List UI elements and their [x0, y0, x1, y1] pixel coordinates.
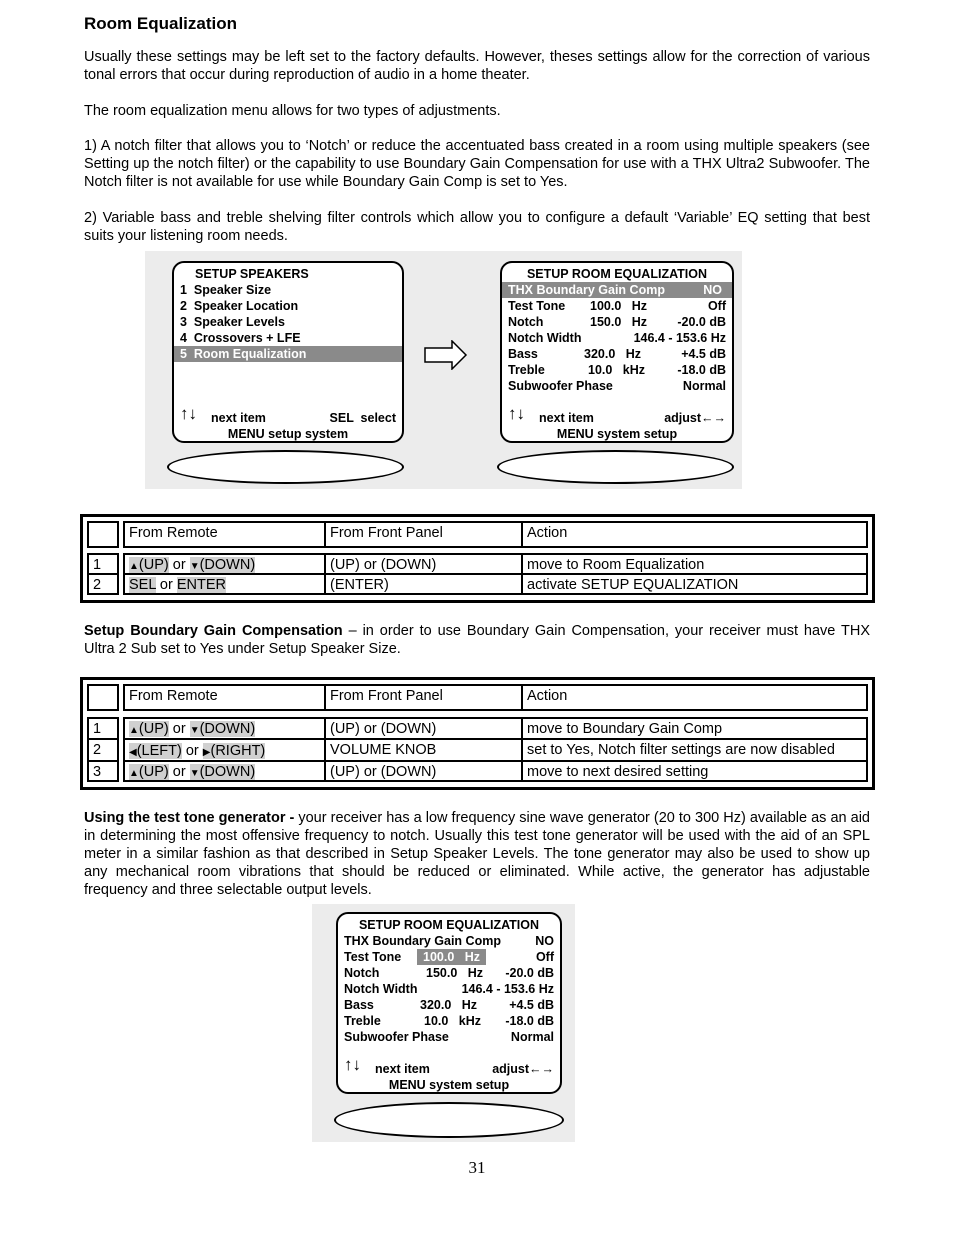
menu-item-value: 146.4 - 153.6 Hz	[633, 331, 726, 345]
menu-item[interactable]	[344, 949, 554, 965]
triangle-right-icon: ▶	[202, 747, 211, 758]
menu-item[interactable]	[344, 933, 554, 949]
adjust-hint: adjust	[664, 411, 701, 425]
triangle-left-icon: ◀	[129, 747, 137, 758]
row-number: 1	[87, 717, 119, 740]
screen-title: SETUP ROOM EQUALIZATION	[358, 918, 540, 932]
table-boundary-gain	[80, 677, 875, 790]
menu-hint: MENU system setup	[388, 1078, 510, 1092]
front-panel-keys: (ENTER)	[324, 573, 523, 595]
shelving-paragraph: 2) Variable bass and treble shelving filter controls which allow you to configure a default ‘Variable’ EQ setting that best suits your listening room needs.	[84, 210, 870, 244]
boundary-gain-paragraph: Setup Boundary Gain Compensation – in order to use Boundary Gain Compensation, your receiver must have THX Ultra 2 Sub set to Yes under Setup Speaker Size.	[84, 623, 871, 657]
screen-title: SETUP ROOM EQUALIZATION	[526, 267, 708, 281]
row-number: 1	[87, 553, 119, 575]
menu-item-mid: 320.0 Hz	[584, 347, 641, 361]
up-key: ▲(UP)	[129, 764, 169, 780]
display-window	[497, 450, 734, 484]
up-down-arrows-icon: ↑↓	[180, 404, 197, 423]
menu-item-label: Notch Width	[344, 982, 418, 996]
next-item-hint: next item	[375, 1062, 430, 1076]
triangle-up-icon: ▲	[129, 768, 139, 779]
up-key: ▲(UP)	[129, 721, 169, 737]
menu-item-selected[interactable]	[174, 346, 402, 362]
page-number: 31	[468, 1158, 486, 1177]
menu-item-label: Notch	[344, 966, 380, 980]
remote-keys: ▲(UP) or ▼(DOWN)	[123, 717, 326, 740]
intro-paragraph: Usually these settings may be left set to the factory defaults. However, theses settings allow for the correction of various tonal errors that occur during reproduction of audio in a home theater.	[84, 49, 870, 83]
front-panel-keys: VOLUME KNOB	[324, 738, 523, 762]
menu-item[interactable]	[344, 997, 554, 1013]
up-down-arrows-icon: ↑↓	[508, 404, 525, 423]
remote-keys: ▲(UP) or ▼(DOWN)	[123, 760, 326, 782]
menu-item-label: Subwoofer Phase	[344, 1030, 449, 1044]
menu-item-value: Normal	[510, 1030, 554, 1044]
menu-item[interactable]	[508, 346, 726, 362]
table-header: Action	[521, 684, 868, 711]
menu-item-value: -18.0 dB	[505, 1014, 554, 1028]
enter-key: ENTER	[176, 577, 226, 593]
adjust-hint: adjust	[492, 1062, 529, 1076]
test-tone-figure	[312, 904, 575, 1142]
menu-item-value: -18.0 dB	[677, 363, 726, 377]
menu-item[interactable]	[180, 282, 396, 298]
menu-item[interactable]	[508, 378, 726, 394]
menu-item-label: Bass	[344, 998, 374, 1012]
menu-item-value: Normal	[682, 379, 726, 393]
select-hint: SEL select	[329, 411, 396, 425]
menu-item-label: Treble	[344, 1014, 381, 1028]
up-down-arrows-icon: ↑↓	[344, 1055, 361, 1074]
arrow-right-icon	[424, 340, 468, 370]
row-number: 3	[87, 760, 119, 782]
page-title: Room Equalization	[84, 14, 237, 33]
menu-item-label: 5 Room Equalization	[180, 347, 307, 361]
notch-paragraph: 1) A notch filter that allows you to ‘Notch’ or reduce the accentuated bass created in a room using multiple speakers (see Setting up the notch filter) or the capability to use Boundary Gain Compensation for use with a THX Ultra2 Subwoofer. The Notch filter is not available for use while Boundary Gain Comp is set to Yes.	[84, 138, 870, 190]
menu-item[interactable]	[508, 298, 726, 314]
menu-item[interactable]	[180, 314, 396, 330]
menu-item-value: NO	[535, 934, 554, 948]
menu-item-value: -20.0 dB	[677, 315, 726, 329]
test-tone-value-selected[interactable]: 100.0 Hz	[417, 949, 486, 965]
display-window	[167, 450, 404, 484]
front-panel-keys: (UP) or (DOWN)	[324, 760, 523, 782]
menu-item[interactable]	[508, 362, 726, 378]
menu-item-label: Test Tone	[508, 299, 566, 313]
menu-item-mid: 10.0 kHz	[588, 363, 645, 377]
menu-item-mid: 100.0 Hz	[590, 299, 647, 313]
down-key: ▼(DOWN)	[189, 557, 256, 573]
menu-item-mid: 150.0 Hz	[590, 315, 647, 329]
menu-item-value: -20.0 dB	[505, 966, 554, 980]
setup-room-eq-screen	[336, 912, 562, 1094]
triangle-down-icon: ▼	[189, 768, 200, 779]
menu-item-label: THX Boundary Gain Comp	[508, 283, 665, 297]
menu-types-paragraph: The room equalization menu allows for two types of adjustments.	[84, 103, 501, 119]
menu-item-label: 4 Crossovers + LFE	[180, 331, 301, 345]
screen-title: SETUP SPEAKERS	[195, 267, 309, 281]
menu-item[interactable]	[344, 1013, 554, 1029]
down-key: ▼(DOWN)	[189, 721, 256, 737]
menu-item-label: Bass	[508, 347, 538, 361]
triangle-down-icon: ▼	[189, 561, 200, 572]
menu-item-value: +4.5 dB	[509, 998, 554, 1012]
next-item-hint: next item	[539, 411, 594, 425]
menu-item-value: Off	[707, 299, 726, 313]
table-header: From Front Panel	[324, 521, 523, 548]
next-item-hint: next item	[211, 411, 266, 425]
table-header: From Front Panel	[324, 684, 523, 711]
table-header: From Remote	[123, 684, 326, 711]
action: move to Boundary Gain Comp	[521, 717, 868, 740]
remote-keys: ◀(LEFT) or ▶(RIGHT)	[123, 738, 326, 762]
table-header: From Remote	[123, 521, 326, 548]
action: activate SETUP EQUALIZATION	[521, 573, 868, 595]
menu-item-label: Notch	[508, 315, 544, 329]
menu-item-label: Treble	[508, 363, 545, 377]
table-header: Action	[521, 521, 868, 548]
menu-item-value: 146.4 - 153.6 Hz	[461, 982, 554, 996]
menu-item[interactable]	[344, 965, 554, 981]
table-room-eq	[80, 514, 875, 603]
left-key: ◀(LEFT)	[129, 743, 182, 759]
up-key: ▲(UP)	[129, 557, 169, 573]
menu-item-label: 1 Speaker Size	[180, 283, 272, 297]
menu-item-value: Off	[535, 950, 554, 964]
menu-item-label: THX Boundary Gain Comp	[344, 934, 501, 948]
menu-item[interactable]	[180, 298, 396, 314]
action: move to Room Equalization	[521, 553, 868, 575]
menu-item[interactable]	[508, 314, 726, 330]
menu-item-label: 3 Speaker Levels	[180, 315, 285, 329]
menu-figure	[145, 251, 742, 489]
menu-item-selected[interactable]	[502, 282, 732, 298]
sel-key: SEL	[129, 577, 156, 593]
setup-room-eq-screen	[500, 261, 734, 443]
left-right-arrows-icon: ←→	[529, 1062, 554, 1076]
table-corner	[87, 521, 119, 548]
front-panel-keys: (UP) or (DOWN)	[324, 717, 523, 740]
menu-item-label: Notch Width	[508, 331, 582, 345]
menu-item-value: NO	[703, 283, 722, 297]
remote-keys: SEL or ENTER	[123, 573, 326, 595]
menu-item[interactable]	[344, 981, 554, 997]
menu-hint: MENU system setup	[556, 427, 678, 441]
menu-item-mid: 150.0 Hz	[426, 966, 483, 980]
triangle-up-icon: ▲	[129, 725, 139, 736]
right-key: ▶(RIGHT)	[202, 743, 266, 759]
setup-speakers-screen	[172, 261, 404, 443]
menu-item-label: Subwoofer Phase	[508, 379, 613, 393]
action: move to next desired setting	[521, 760, 868, 782]
row-number: 2	[87, 738, 119, 762]
triangle-up-icon: ▲	[129, 561, 139, 572]
menu-item-mid: 10.0 kHz	[424, 1014, 481, 1028]
menu-item-label: Test Tone	[344, 950, 402, 964]
menu-item[interactable]	[508, 330, 726, 346]
row-number: 2	[87, 573, 119, 595]
menu-item-label: 2 Speaker Location	[180, 299, 299, 313]
menu-item-value: +4.5 dB	[681, 347, 726, 361]
front-panel-keys: (UP) or (DOWN)	[324, 553, 523, 575]
down-key: ▼(DOWN)	[189, 764, 256, 780]
table-corner	[87, 684, 119, 711]
menu-item[interactable]	[180, 330, 396, 346]
menu-hint: MENU setup system	[227, 427, 349, 441]
remote-keys: ▲(UP) or ▼(DOWN)	[123, 553, 326, 575]
display-window	[334, 1102, 564, 1138]
left-right-arrows-icon: ←→	[701, 411, 726, 425]
menu-item[interactable]	[344, 1029, 554, 1045]
menu-item-mid: 320.0 Hz	[420, 998, 477, 1012]
action: set to Yes, Notch filter settings are now disabled	[521, 738, 868, 762]
test-tone-paragraph: Using the test tone generator - your receiver has a low frequency sine wave generator (20 to 300 Hz) available as an aid in determining the most offensive frequency to notch. Usually this test tone generator will be used with the aid of an SPL meter in a similar fashion as that described in Setup Speaker Levels. The tone generator may also be used to show up any mechanical room vibrations that should be reduced or eliminated. While active, the generator has adjustable frequency and three selectable output levels.	[84, 810, 870, 898]
triangle-down-icon: ▼	[189, 725, 200, 736]
